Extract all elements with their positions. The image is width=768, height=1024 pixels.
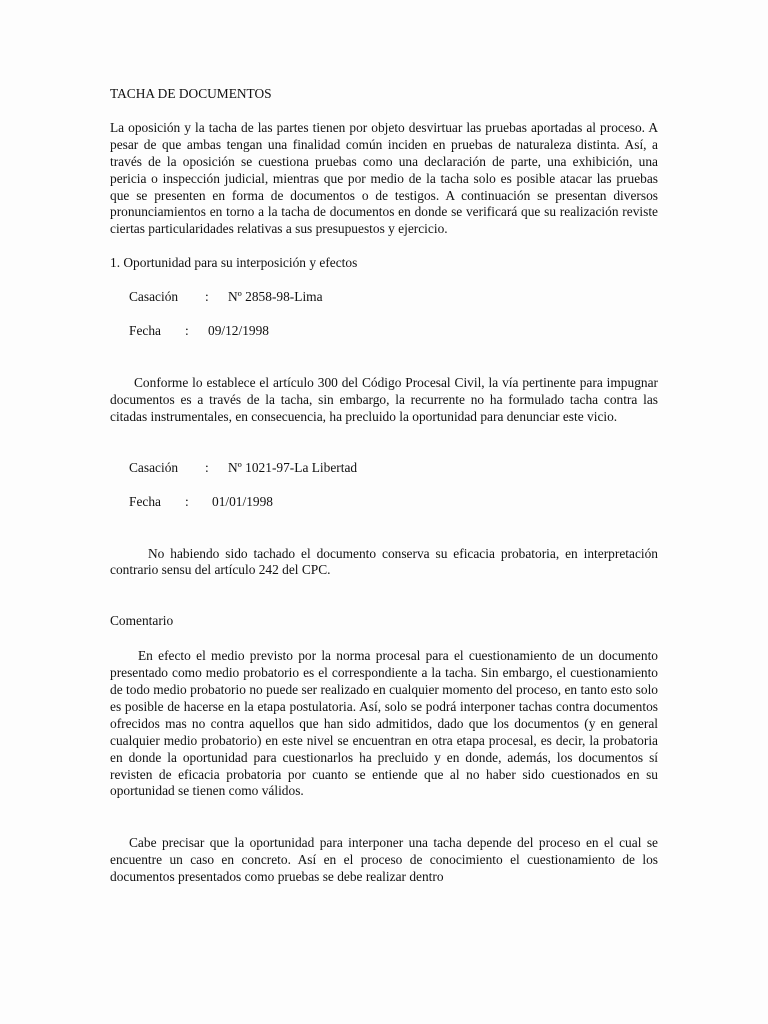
fecha-label: Fecha xyxy=(129,323,161,339)
document-title: TACHA DE DOCUMENTOS xyxy=(110,86,272,101)
fecha-label: Fecha xyxy=(129,493,161,509)
intro-paragraph: La oposición y la tacha de las partes tienen por objeto desvirtuar las pruebas aportadas al proceso. A pesar de que ambas tengan una finalidad común inciden en pruebas de naturaleza distinta. Así, a través de la oposición se cuestiona pruebas como una declaración de parte, una exhibición, una pericia o inspección judicial, mientras que por medio de la tacha solo es posible atacar las pruebas que se presenten en forma de documentos o de testigos. A continuación se presentan diversos pronunciamientos en torno a la tacha de documentos en donde se verificará que su realización reviste ciertas particularidades relativas a sus presupuestos y ejercicio. xyxy=(110,119,658,237)
casacion-label: Casación xyxy=(129,459,179,475)
document-body xyxy=(110,86,658,886)
comment-paragraph: En efecto el medio previsto por la norma procesal para el cuestionamiento de un documento presentado como medio probatorio es el correspondiente a la tacha. Sin embargo, el cuestionamiento de todo medio probatorio no puede ser realizado en cualquier momento del proceso, en tanto esto solo es posible de hacerse en la etapa postulatoria. Así, solo se podrá interponer tachas contra documentos ofrecidos mas no contra aquellos que han sido admitidos, dado que los documentos (y en general cualquier medio probatorio) en este nivel se encuentran en otra etapa procesal, es decir, la probatoria en donde la oportunidad para cuestionarlos ha precluido y en donde, además, los documentos sí revisten de eficacia probatoria por cuanto se entiende que al no haber sido cuestionados en su oportunidad se tienen como válidos. xyxy=(110,648,658,799)
fecha-value: 01/01/1998 xyxy=(212,493,274,509)
casacion-number: Nº 2858-98-Lima xyxy=(228,289,323,305)
casacion-label: Casación xyxy=(129,289,179,305)
fecha-colon: : xyxy=(185,493,189,509)
casacion-colon: : xyxy=(205,459,209,475)
case-1-casacion-row xyxy=(110,289,658,306)
fecha-value: 09/12/1998 xyxy=(208,323,270,339)
section-heading: 1. Oportunidad para su interposición y efectos xyxy=(110,255,358,271)
case-2-fecha-row xyxy=(110,494,658,511)
casacion-colon: : xyxy=(205,289,209,305)
case-1-fecha-row xyxy=(110,323,658,340)
case-2-text: No habiendo sido tachado el documento conserva su eficacia probatoria, en interpretación contrario sensu del artículo 242 del CPC. xyxy=(110,545,658,578)
casacion-number: Nº 1021-97-La Libertad xyxy=(228,459,358,475)
case-2-casacion-row xyxy=(110,460,658,477)
comment-heading: Comentario xyxy=(110,613,174,629)
final-paragraph: Cabe precisar que la oportunidad para interponer una tacha depende del proceso en el cual se encuentre un caso en concreto. Así en el proceso de conocimiento el cuestionamiento de los documentos presentados como pruebas se debe realizar dentro xyxy=(110,835,658,885)
case-1-text: Conforme lo establece el artículo 300 del Código Procesal Civil, la vía pertinente para impugnar documentos es a través de la tacha, sin embargo, la recurrente no ha formulado tacha contra las citadas instrumentales, en consecuencia, ha precluido la oportunidad para denunciar este vicio. xyxy=(110,374,658,424)
fecha-colon: : xyxy=(185,323,189,339)
